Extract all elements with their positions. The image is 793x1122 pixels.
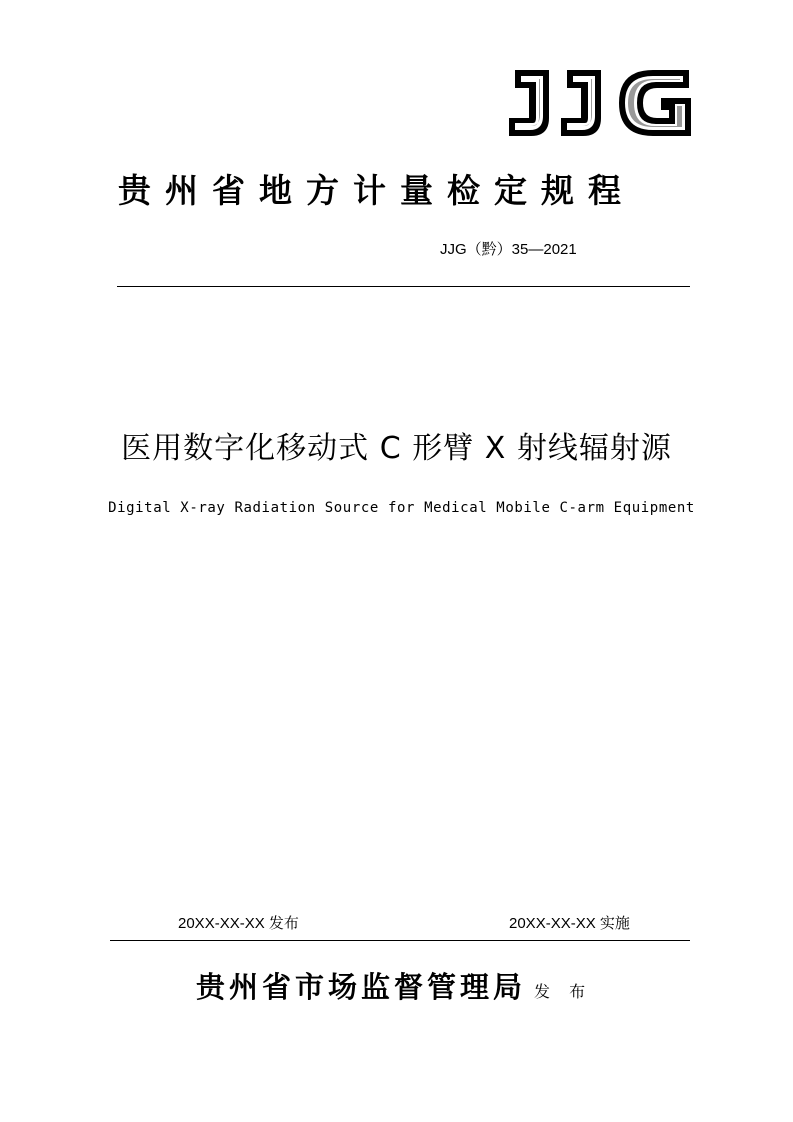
chinese-title: 医用数字化移动式 C 形臂 X 射线辐射源 bbox=[121, 431, 672, 466]
publisher-line bbox=[196, 965, 592, 1006]
jjg-logo bbox=[503, 68, 693, 142]
publisher-organization: 贵州省市场监督管理局 bbox=[196, 970, 527, 1004]
document-type-heading: 贵州省地方计量检定规程 bbox=[118, 171, 635, 210]
publish-date: 20XX-XX-XX 发布 bbox=[178, 915, 299, 932]
document-number: JJG（黔）35—2021 bbox=[440, 241, 577, 258]
top-divider bbox=[117, 286, 690, 287]
bottom-divider bbox=[110, 940, 690, 941]
english-title: Digital X-ray Radiation Source for Medical Mobile C-arm Equipment bbox=[108, 500, 695, 516]
publisher-action: 发 布 bbox=[534, 982, 593, 1001]
implementation-date: 20XX-XX-XX 实施 bbox=[509, 915, 630, 932]
